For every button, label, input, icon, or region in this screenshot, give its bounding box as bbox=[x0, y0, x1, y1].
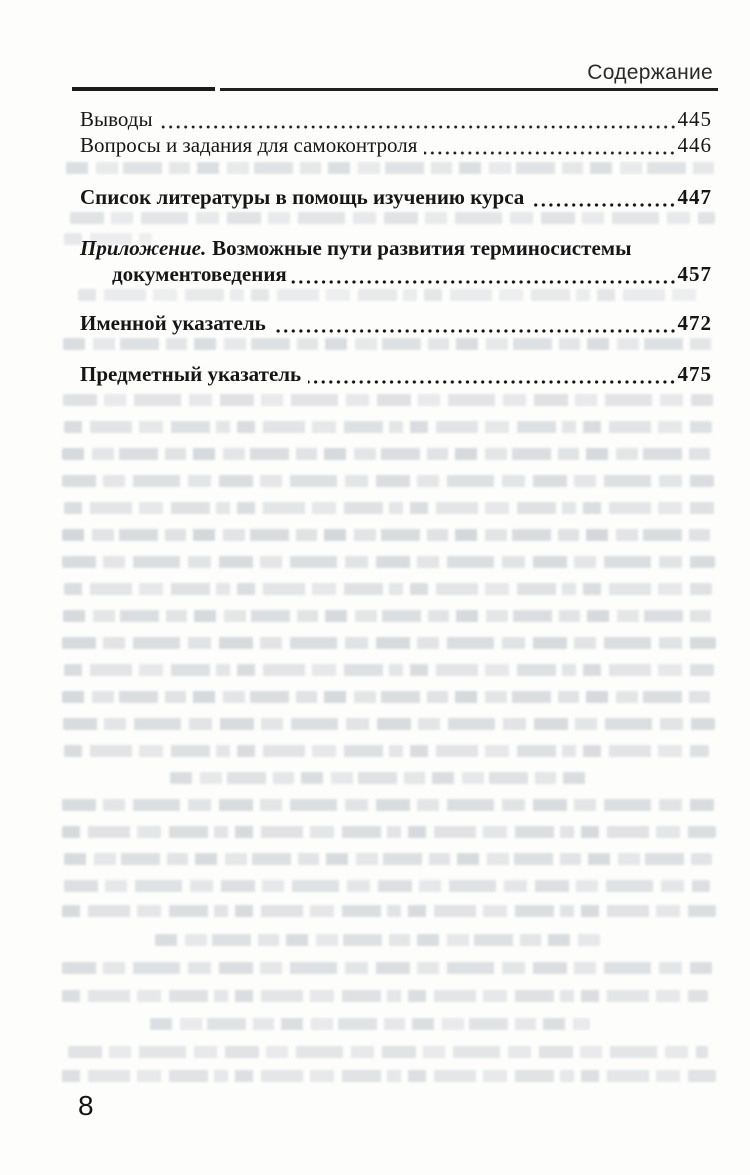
bleedthrough-line bbox=[68, 1046, 708, 1058]
bleedthrough-line bbox=[62, 905, 716, 917]
toc-entry-title: документоведения bbox=[112, 262, 287, 286]
header-rule-left-segment bbox=[72, 87, 215, 91]
toc-entry-page: 475 bbox=[677, 362, 712, 386]
bleedthrough-line bbox=[64, 583, 712, 595]
toc-entry-voprosy-i-zadaniya bbox=[80, 133, 712, 160]
toc-entry-predmetny-ukazatel bbox=[80, 362, 712, 389]
toc-entry-title: Список литературы в помощь изучению курса bbox=[80, 185, 525, 209]
bleedthrough-line bbox=[62, 637, 716, 649]
bleedthrough-line bbox=[170, 772, 590, 784]
toc-entry-title-italic: Приложение. bbox=[80, 236, 207, 260]
dot-leader bbox=[531, 203, 676, 207]
toc-entry-page: 447 bbox=[677, 185, 712, 209]
bleedthrough-line bbox=[64, 421, 712, 433]
toc-entry-title: Выводы bbox=[80, 107, 153, 131]
page-number: 8 bbox=[78, 1090, 94, 1121]
toc-entry-page: 472 bbox=[677, 311, 712, 335]
bleedthrough-line bbox=[62, 475, 714, 487]
toc-entry-page: 457 bbox=[677, 262, 712, 286]
bleedthrough-line bbox=[64, 853, 712, 865]
toc-entry-prilozhenie-line2 bbox=[80, 262, 712, 289]
dot-leader bbox=[273, 329, 677, 333]
toc-entry-title: Именной указатель bbox=[80, 311, 266, 335]
bleedthrough-line bbox=[62, 691, 715, 703]
bleedthrough-line bbox=[62, 962, 712, 974]
dot-leader bbox=[289, 280, 677, 284]
bleedthrough-line bbox=[63, 610, 715, 622]
table-of-contents bbox=[80, 104, 712, 396]
bleedthrough-line bbox=[64, 880, 710, 892]
toc-entry-page: 446 bbox=[677, 133, 712, 157]
toc-entry-prilozhenie-line1 bbox=[80, 236, 712, 263]
bleedthrough-line bbox=[62, 826, 716, 838]
toc-entry-title: Предметный указатель bbox=[80, 362, 302, 386]
dot-leader bbox=[308, 380, 676, 384]
bleedthrough-line bbox=[64, 502, 714, 514]
bleedthrough-line bbox=[150, 1018, 590, 1030]
dot-leader bbox=[160, 125, 677, 129]
bleedthrough-line bbox=[62, 556, 715, 568]
toc-entry-vyvody bbox=[80, 107, 712, 134]
bleedthrough-line bbox=[63, 718, 715, 730]
header-rule bbox=[72, 87, 718, 91]
header-rule-right-segment bbox=[220, 88, 718, 91]
bleedthrough-line bbox=[64, 745, 709, 757]
bleedthrough-line bbox=[62, 448, 716, 460]
running-head: Содержание bbox=[587, 61, 713, 84]
bleedthrough-line bbox=[62, 799, 714, 811]
toc-entry-imennoy-ukazatel bbox=[80, 311, 712, 338]
toc-entry-page: 445 bbox=[677, 107, 712, 131]
bleedthrough-line bbox=[62, 990, 708, 1002]
toc-entry-title: Вопросы и задания для самоконтроля bbox=[80, 133, 418, 157]
toc-entry-title: Возможные пути развития терминосистемы bbox=[212, 236, 632, 260]
bleedthrough-line bbox=[155, 934, 600, 946]
toc-entry-spisok-literatury bbox=[80, 185, 712, 212]
bleedthrough-line bbox=[62, 1070, 716, 1082]
bleedthrough-line bbox=[62, 529, 716, 541]
bleedthrough-line bbox=[64, 664, 714, 676]
dot-leader bbox=[424, 151, 676, 155]
